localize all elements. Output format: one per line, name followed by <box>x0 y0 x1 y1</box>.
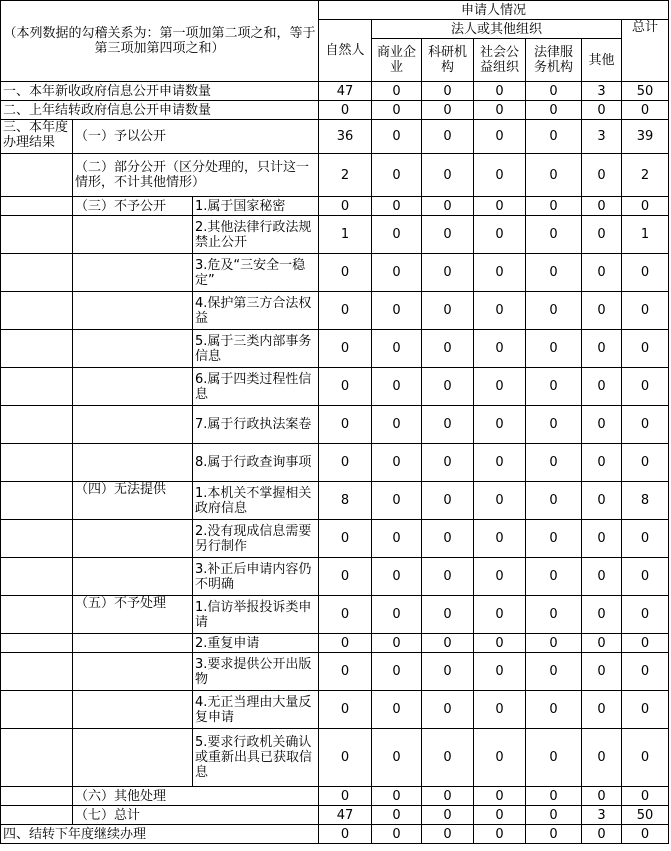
value-cell: 0 <box>526 254 582 292</box>
value-cell: 0 <box>422 292 474 330</box>
value-cell: 0 <box>622 691 669 729</box>
value-cell: 0 <box>372 482 422 520</box>
empty-cell <box>73 558 193 596</box>
value-cell: 0 <box>474 216 526 254</box>
table-row <box>1 691 669 729</box>
header-sub-other: 其他 <box>582 39 622 82</box>
value-cell: 47 <box>319 82 372 101</box>
value-cell: 0 <box>372 101 422 120</box>
row-label: 1.信访举报投诉类申请 <box>193 596 319 634</box>
value-cell: 0 <box>319 653 372 691</box>
value-cell: 0 <box>582 292 622 330</box>
empty-cell <box>1 787 73 806</box>
value-cell: 0 <box>372 292 422 330</box>
value-cell: 0 <box>372 120 422 154</box>
table-row <box>1 101 669 120</box>
value-cell: 0 <box>372 520 422 558</box>
value-cell: 0 <box>474 154 526 197</box>
row-label: 3.要求提供公开出版物 <box>193 653 319 691</box>
value-cell: 0 <box>474 729 526 787</box>
empty-cell <box>1 806 73 825</box>
value-cell: 50 <box>622 82 669 101</box>
value-cell: 0 <box>319 520 372 558</box>
value-cell: 0 <box>372 634 422 653</box>
value-cell: 0 <box>474 520 526 558</box>
value-cell: 0 <box>582 634 622 653</box>
empty-cell <box>1 292 73 330</box>
row-label: （七）总计 <box>73 806 319 825</box>
row-label-section-3: 三、本年度办理结果 <box>1 120 73 154</box>
value-cell: 0 <box>526 444 582 482</box>
value-cell: 0 <box>582 154 622 197</box>
value-cell: 0 <box>526 197 582 216</box>
value-cell: 0 <box>422 634 474 653</box>
value-cell: 0 <box>526 787 582 806</box>
table-row <box>1 444 669 482</box>
empty-cell <box>73 634 193 653</box>
value-cell: 0 <box>622 292 669 330</box>
value-cell: 0 <box>422 330 474 368</box>
empty-cell <box>1 197 73 216</box>
value-cell: 0 <box>372 825 422 844</box>
value-cell: 0 <box>422 596 474 634</box>
value-cell: 0 <box>582 729 622 787</box>
empty-cell <box>73 216 193 254</box>
row-label: 3.补正后申请内容仍不明确 <box>193 558 319 596</box>
value-cell: 0 <box>622 558 669 596</box>
value-cell: 3 <box>582 120 622 154</box>
table-row <box>1 330 669 368</box>
value-cell: 0 <box>526 216 582 254</box>
table-row <box>1 254 669 292</box>
row-label: 一、本年新收政府信息公开申请数量 <box>1 82 319 101</box>
row-label: 6.属于四类过程性信息 <box>193 368 319 406</box>
value-cell: 0 <box>582 406 622 444</box>
table-row <box>1 634 669 653</box>
row-label: 5.属于三类内部事务信息 <box>193 330 319 368</box>
value-cell: 0 <box>582 653 622 691</box>
row-label: 7.属于行政执法案卷 <box>193 406 319 444</box>
row-label: 8.属于行政查询事项 <box>193 444 319 482</box>
value-cell: 0 <box>474 691 526 729</box>
value-cell: 0 <box>526 825 582 844</box>
value-cell: 0 <box>474 368 526 406</box>
value-cell: 0 <box>622 444 669 482</box>
value-cell: 0 <box>319 787 372 806</box>
value-cell: 36 <box>319 120 372 154</box>
table-row <box>1 216 669 254</box>
row-label: （二）部分公开（区分处理的，只计这一情形，不计其他情形） <box>73 154 319 197</box>
table-row <box>1 806 669 825</box>
value-cell: 0 <box>526 154 582 197</box>
value-cell: 0 <box>422 82 474 101</box>
value-cell: 0 <box>422 691 474 729</box>
empty-cell <box>1 596 73 634</box>
value-cell: 8 <box>319 482 372 520</box>
value-cell: 8 <box>622 482 669 520</box>
value-cell: 0 <box>622 520 669 558</box>
value-cell: 0 <box>582 787 622 806</box>
value-cell: 0 <box>319 596 372 634</box>
row-label: 2.重复申请 <box>193 634 319 653</box>
value-cell: 0 <box>582 444 622 482</box>
value-cell: 0 <box>474 330 526 368</box>
value-cell: 0 <box>372 444 422 482</box>
value-cell: 0 <box>526 482 582 520</box>
row-label: 二、上年结转政府信息公开申请数量 <box>1 101 319 120</box>
table-row <box>1 729 669 787</box>
value-cell: 0 <box>422 101 474 120</box>
table-row <box>1 653 669 691</box>
value-cell: 0 <box>582 216 622 254</box>
value-cell: 0 <box>582 596 622 634</box>
table-row <box>1 558 669 596</box>
value-cell: 3 <box>582 806 622 825</box>
value-cell: 0 <box>526 653 582 691</box>
row-label: 4.无正当理由大量反复申请 <box>193 691 319 729</box>
value-cell: 0 <box>422 482 474 520</box>
value-cell: 0 <box>372 254 422 292</box>
value-cell: 0 <box>526 101 582 120</box>
row-group-label: （三）不予公开 <box>73 197 193 216</box>
value-cell: 0 <box>526 82 582 101</box>
header-sub-legal-service: 法律服务机构 <box>526 39 582 82</box>
value-cell: 0 <box>422 216 474 254</box>
value-cell: 0 <box>319 444 372 482</box>
value-cell: 0 <box>372 787 422 806</box>
row-label: （六）其他处理 <box>73 787 319 806</box>
empty-cell <box>73 691 193 729</box>
header-total: 总计 <box>622 20 669 82</box>
value-cell: 0 <box>582 691 622 729</box>
header-sub-research: 科研机构 <box>422 39 474 82</box>
value-cell: 0 <box>622 368 669 406</box>
value-cell: 0 <box>526 330 582 368</box>
value-cell: 0 <box>319 406 372 444</box>
value-cell: 1 <box>622 216 669 254</box>
row-label: 5.要求行政机关确认或重新出具已获取信息 <box>193 729 319 787</box>
value-cell: 0 <box>422 806 474 825</box>
table-row <box>1 154 669 197</box>
value-cell: 0 <box>474 634 526 653</box>
empty-cell <box>1 406 73 444</box>
value-cell: 0 <box>319 292 372 330</box>
value-cell: 0 <box>474 482 526 520</box>
value-cell: 0 <box>582 558 622 596</box>
empty-cell <box>73 520 193 558</box>
value-cell: 0 <box>422 653 474 691</box>
row-group-label: （四）无法提供 <box>73 482 193 520</box>
header-sub-public-welfare: 社会公益组织 <box>474 39 526 82</box>
value-cell: 0 <box>526 520 582 558</box>
value-cell: 0 <box>422 558 474 596</box>
value-cell: 0 <box>526 558 582 596</box>
row-label: 2.其他法律行政法规禁止公开 <box>193 216 319 254</box>
value-cell: 0 <box>319 330 372 368</box>
value-cell: 0 <box>622 101 669 120</box>
header-note: （本列数据的勾稽关系为：第一项加第二项之和，等于第三项加第四项之和） <box>1 1 319 82</box>
value-cell: 0 <box>526 120 582 154</box>
value-cell: 0 <box>622 330 669 368</box>
value-cell: 0 <box>474 653 526 691</box>
empty-cell <box>73 406 193 444</box>
empty-cell <box>1 482 73 520</box>
value-cell: 0 <box>526 596 582 634</box>
value-cell: 0 <box>474 254 526 292</box>
value-cell: 0 <box>526 406 582 444</box>
value-cell: 0 <box>372 729 422 787</box>
table-row <box>1 482 669 520</box>
value-cell: 0 <box>372 330 422 368</box>
row-label: （一）予以公开 <box>73 120 319 154</box>
value-cell: 0 <box>526 729 582 787</box>
table-row <box>1 120 669 154</box>
value-cell: 39 <box>622 120 669 154</box>
table-row <box>1 368 669 406</box>
empty-cell <box>1 368 73 406</box>
empty-cell <box>73 368 193 406</box>
value-cell: 0 <box>582 197 622 216</box>
row-label: 四、结转下年度继续办理 <box>1 825 319 844</box>
value-cell: 0 <box>319 101 372 120</box>
value-cell: 0 <box>474 120 526 154</box>
table-row <box>1 406 669 444</box>
value-cell: 0 <box>474 596 526 634</box>
empty-cell <box>1 729 73 787</box>
row-group-label: （五）不予处理 <box>73 596 193 634</box>
value-cell: 0 <box>526 292 582 330</box>
value-cell: 0 <box>622 254 669 292</box>
value-cell: 0 <box>474 444 526 482</box>
table-row <box>1 825 669 844</box>
empty-cell <box>73 254 193 292</box>
value-cell: 0 <box>422 120 474 154</box>
header-legal-or-other: 法人或其他组织 <box>372 20 622 39</box>
empty-cell <box>73 444 193 482</box>
value-cell: 0 <box>582 368 622 406</box>
value-cell: 0 <box>422 825 474 844</box>
value-cell: 0 <box>422 787 474 806</box>
empty-cell <box>73 653 193 691</box>
value-cell: 0 <box>474 101 526 120</box>
value-cell: 0 <box>372 154 422 197</box>
value-cell: 0 <box>422 729 474 787</box>
table-row <box>1 292 669 330</box>
table-row <box>1 787 669 806</box>
value-cell: 0 <box>319 691 372 729</box>
value-cell: 0 <box>319 254 372 292</box>
value-cell: 0 <box>622 197 669 216</box>
value-cell: 0 <box>582 482 622 520</box>
header-sub-business: 商业企业 <box>372 39 422 82</box>
value-cell: 0 <box>474 825 526 844</box>
value-cell: 0 <box>372 806 422 825</box>
value-cell: 0 <box>372 406 422 444</box>
row-label: 1.本机关不掌握相关政府信息 <box>193 482 319 520</box>
value-cell: 0 <box>422 197 474 216</box>
value-cell: 0 <box>582 101 622 120</box>
table-row <box>1 596 669 634</box>
header-applicant-status: 申请人情况 <box>319 1 669 20</box>
empty-cell <box>1 444 73 482</box>
value-cell: 0 <box>474 806 526 825</box>
value-cell: 50 <box>622 806 669 825</box>
value-cell: 0 <box>319 197 372 216</box>
table-row <box>1 520 669 558</box>
value-cell: 0 <box>372 691 422 729</box>
value-cell: 0 <box>582 520 622 558</box>
empty-cell <box>73 729 193 787</box>
value-cell: 0 <box>526 806 582 825</box>
value-cell: 3 <box>582 82 622 101</box>
value-cell: 0 <box>474 558 526 596</box>
value-cell: 0 <box>582 254 622 292</box>
empty-cell <box>1 254 73 292</box>
value-cell: 0 <box>582 825 622 844</box>
value-cell: 0 <box>526 368 582 406</box>
value-cell: 0 <box>372 653 422 691</box>
value-cell: 0 <box>622 596 669 634</box>
value-cell: 0 <box>422 368 474 406</box>
empty-cell <box>1 330 73 368</box>
value-cell: 0 <box>319 558 372 596</box>
value-cell: 0 <box>372 197 422 216</box>
empty-cell <box>1 691 73 729</box>
value-cell: 2 <box>622 154 669 197</box>
empty-cell <box>1 154 73 197</box>
value-cell: 0 <box>319 729 372 787</box>
value-cell: 0 <box>319 825 372 844</box>
value-cell: 0 <box>582 330 622 368</box>
table-row <box>1 82 669 101</box>
row-label: 2.没有现成信息需要另行制作 <box>193 520 319 558</box>
value-cell: 0 <box>622 825 669 844</box>
value-cell: 0 <box>372 558 422 596</box>
empty-cell <box>1 558 73 596</box>
empty-cell <box>73 330 193 368</box>
empty-cell <box>1 520 73 558</box>
value-cell: 0 <box>526 634 582 653</box>
empty-cell <box>1 216 73 254</box>
table-row <box>1 197 669 216</box>
empty-cell <box>1 653 73 691</box>
value-cell: 0 <box>372 368 422 406</box>
row-label: 1.属于国家秘密 <box>193 197 319 216</box>
value-cell: 2 <box>319 154 372 197</box>
value-cell: 0 <box>422 520 474 558</box>
value-cell: 0 <box>422 254 474 292</box>
value-cell: 0 <box>474 82 526 101</box>
header-natural-person: 自然人 <box>319 20 372 82</box>
value-cell: 0 <box>622 653 669 691</box>
value-cell: 0 <box>474 406 526 444</box>
value-cell: 0 <box>422 444 474 482</box>
value-cell: 0 <box>474 787 526 806</box>
value-cell: 0 <box>622 729 669 787</box>
value-cell: 0 <box>422 406 474 444</box>
value-cell: 0 <box>526 691 582 729</box>
value-cell: 0 <box>622 634 669 653</box>
empty-cell <box>73 292 193 330</box>
value-cell: 0 <box>622 406 669 444</box>
row-label: 4.保护第三方合法权益 <box>193 292 319 330</box>
value-cell: 1 <box>319 216 372 254</box>
empty-cell <box>1 634 73 653</box>
value-cell: 0 <box>422 154 474 197</box>
row-label: 3.危及“三安全一稳定” <box>193 254 319 292</box>
value-cell: 0 <box>372 596 422 634</box>
value-cell: 47 <box>319 806 372 825</box>
value-cell: 0 <box>372 216 422 254</box>
value-cell: 0 <box>319 368 372 406</box>
value-cell: 0 <box>474 292 526 330</box>
value-cell: 0 <box>622 787 669 806</box>
value-cell: 0 <box>474 197 526 216</box>
value-cell: 0 <box>372 82 422 101</box>
value-cell: 0 <box>319 634 372 653</box>
